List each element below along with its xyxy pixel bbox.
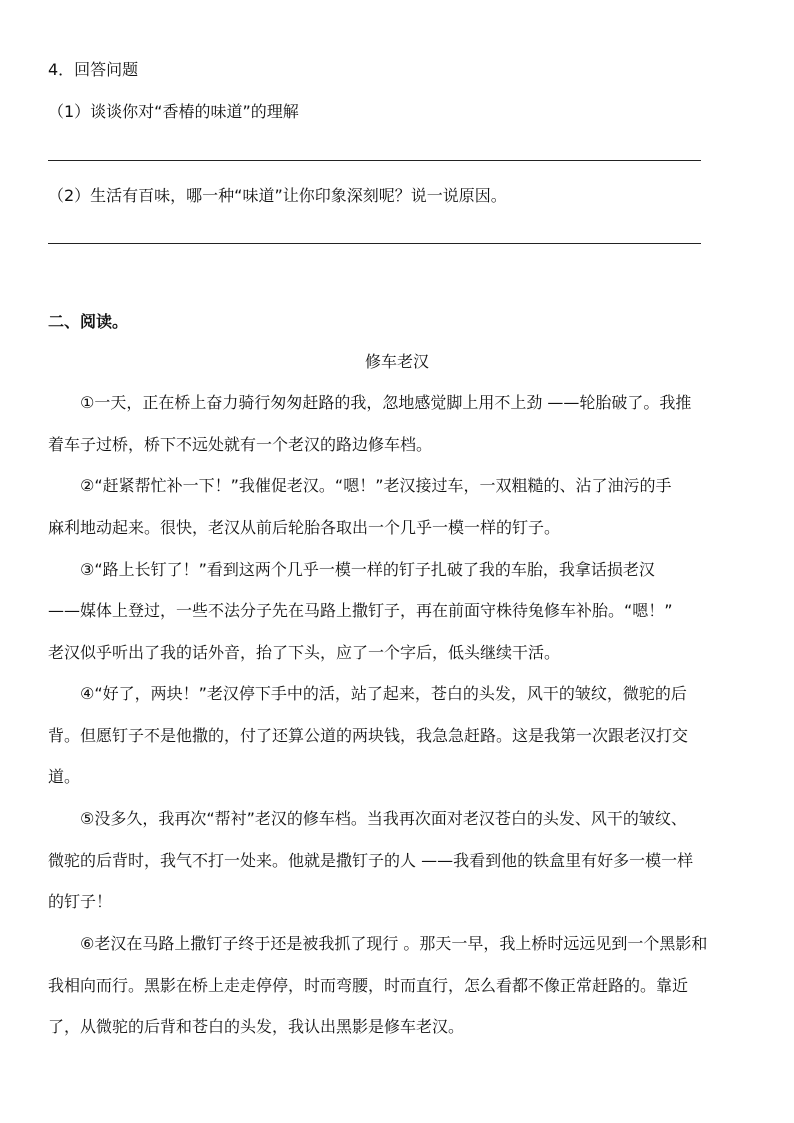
passage-line: ①一天，正在桥上奋力骑行匆匆赶路的我，忽地感觉脚上用不上劲 ——轮胎破了。我推 <box>48 393 692 412</box>
passage-line: 道。 <box>48 767 81 786</box>
passage-line: ⑥老汉在马路上撒钉子终于还是被我抓了现行 。那天一早，我上桥时远远见到一个黑影和 <box>48 934 708 953</box>
passage-line: ④“好了，两块！”老汉停下手中的活，站了起来，苍白的头发，风干的皱纹，微驼的后 <box>48 684 687 703</box>
passage-line: 了，从微驼的后背和苍白的头发，我认出黑影是修车老汉。 <box>48 1017 465 1036</box>
answer-line-2[interactable] <box>48 243 701 244</box>
answer-line-1[interactable] <box>48 160 701 161</box>
passage-line: 背。但愿钉子不是他撒的，付了还算公道的两块钱，我急急赶路。这是我第一次跟老汉打交 <box>48 726 689 745</box>
passage-line: ⑤没多久，我再次“帮衬”老汉的修车档。当我再次面对老汉苍白的头发、风干的皱纹、 <box>48 809 687 828</box>
passage-line: 麻利地动起来。很快，老汉从前后轮胎各取出一个几乎一模一样的钉子。 <box>48 518 561 537</box>
section-2-heading: 二、阅读。 <box>48 312 129 331</box>
passage-title: 修车老汉 <box>364 352 429 371</box>
passage-line: ②“赶紧帮忙补一下！”我催促老汉。“嗯！”老汉接过车，一双粗糙的、沾了油污的手 <box>48 476 672 495</box>
passage-line: 着车子过桥，桥下不远处就有一个老汉的路边修车档。 <box>48 435 433 454</box>
passage-line: 的钉子！ <box>48 892 113 911</box>
passage-line: 老汉似乎听出了我的话外音，抬了下头，应了一个字后，低头继续干活。 <box>48 643 561 662</box>
passage-line: 微驼的后背时，我气不打一处来。他就是撒钉子的人 ——我看到他的铁盒里有好多一模一样 <box>48 851 694 870</box>
passage-line: ——媒体上登过，一些不法分子先在马路上撒钉子，再在前面守株待兔修车补胎。“嗯！” <box>48 601 673 620</box>
passage-line: ③“路上长钉了！”看到这两个几乎一模一样的钉子扎破了我的车胎，我拿话损老汉 <box>48 560 655 579</box>
passage-line: 我相向而行。黑影在桥上走走停停，时而弯腰，时而直行，怎么看都不像正常赶路的。靠近 <box>48 976 689 995</box>
question-4-sub2: （2）生活有百味，哪一种“味道”让你印象深刻呢？说一说原因。 <box>48 186 507 205</box>
question-4-heading: 4．回答问题 <box>48 60 139 79</box>
question-4-sub1: （1）谈谈你对“香椿的味道”的理解 <box>48 102 299 121</box>
